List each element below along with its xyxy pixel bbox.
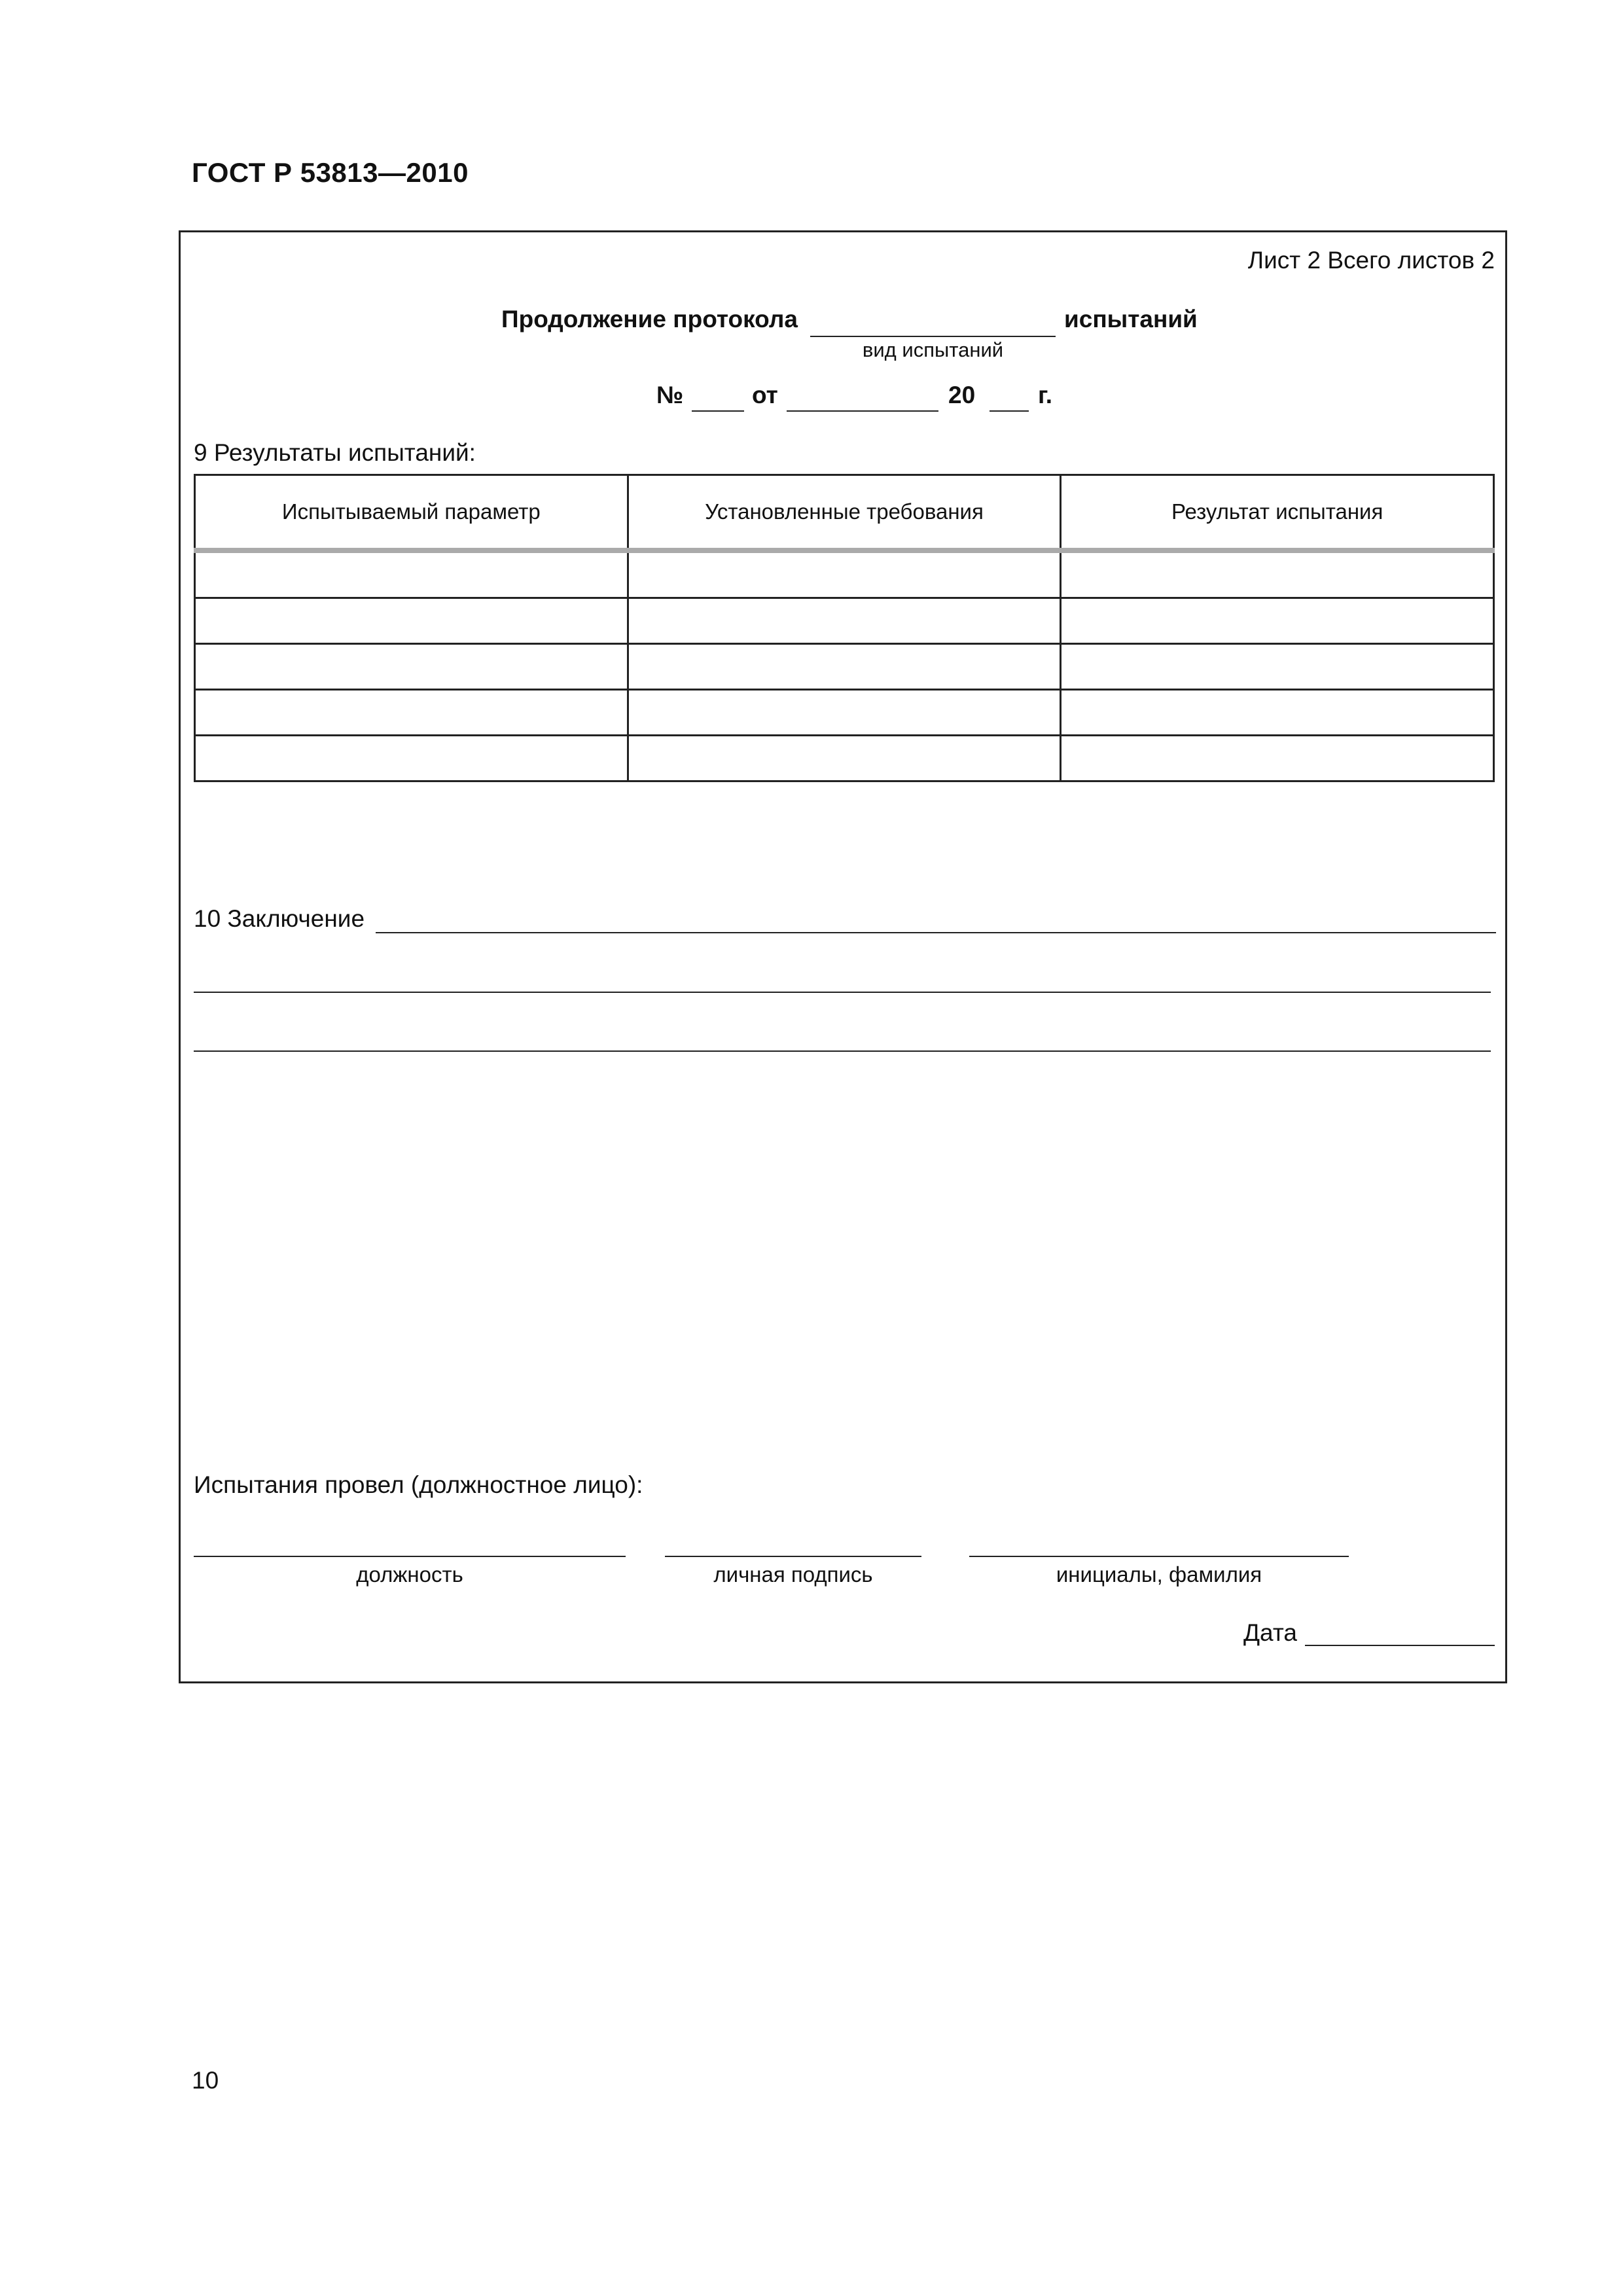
year-suffix: г. — [1038, 382, 1052, 408]
table-row — [195, 736, 1494, 781]
position-line[interactable] — [194, 1556, 626, 1557]
performed-by-label: Испытания провел (должностное лицо): — [194, 1471, 643, 1498]
table-cell[interactable] — [1061, 690, 1494, 736]
table-cell[interactable] — [195, 598, 628, 644]
conclusion-label: 10 Заключение — [194, 905, 365, 932]
results-section-title: 9 Результаты испытаний: — [194, 439, 476, 466]
column-header: Установленные требования — [628, 475, 1061, 551]
table-cell[interactable] — [195, 736, 628, 781]
sheet-info: Лист 2 Всего листов 2 — [1247, 247, 1495, 274]
table-cell[interactable] — [628, 736, 1061, 781]
name-line[interactable] — [969, 1556, 1349, 1557]
table-cell[interactable] — [1061, 644, 1494, 690]
number-blank[interactable] — [692, 410, 744, 412]
column-header: Результат испытания — [1061, 475, 1494, 551]
table-row — [195, 598, 1494, 644]
signature-line[interactable] — [665, 1556, 921, 1557]
table-row — [195, 550, 1494, 598]
signature-caption: личная подпись — [713, 1562, 873, 1587]
year-prefix: 20 — [948, 382, 976, 408]
standard-code: ГОСТ Р 53813—2010 — [192, 157, 469, 188]
date-blank[interactable] — [787, 410, 938, 412]
table-cell[interactable] — [628, 598, 1061, 644]
table-cell[interactable] — [628, 550, 1061, 598]
number-sign: № — [656, 382, 684, 408]
table-cell[interactable] — [195, 644, 628, 690]
table-cell[interactable] — [628, 690, 1061, 736]
table-row — [195, 690, 1494, 736]
table-cell[interactable] — [1061, 736, 1494, 781]
table-cell[interactable] — [1061, 550, 1494, 598]
test-type-blank[interactable] — [810, 336, 1056, 337]
protocol-form-frame — [179, 230, 1507, 1683]
conclusion-line[interactable] — [376, 932, 1496, 933]
from-label: от — [752, 382, 778, 408]
table-cell[interactable] — [195, 690, 628, 736]
name-caption: инициалы, фамилия — [1056, 1562, 1262, 1587]
conclusion-line[interactable] — [194, 992, 1491, 993]
column-header: Испытываемый параметр — [195, 475, 628, 551]
table-row — [195, 644, 1494, 690]
page-number: 10 — [192, 2067, 219, 2094]
position-caption: должность — [356, 1562, 463, 1587]
table-cell[interactable] — [628, 644, 1061, 690]
table-cell[interactable] — [195, 550, 628, 598]
results-table-header-row — [195, 475, 1494, 551]
test-type-caption: вид испытаний — [862, 338, 1004, 361]
results-table — [194, 474, 1495, 782]
date-label: Дата — [1243, 1619, 1297, 1646]
signing-date-line[interactable] — [1305, 1645, 1495, 1646]
conclusion-line[interactable] — [194, 1050, 1491, 1052]
table-cell[interactable] — [1061, 598, 1494, 644]
year-blank[interactable] — [990, 410, 1029, 412]
protocol-title-prefix: Продолжение протокола — [501, 306, 798, 332]
protocol-title-suffix: испытаний — [1064, 306, 1198, 332]
